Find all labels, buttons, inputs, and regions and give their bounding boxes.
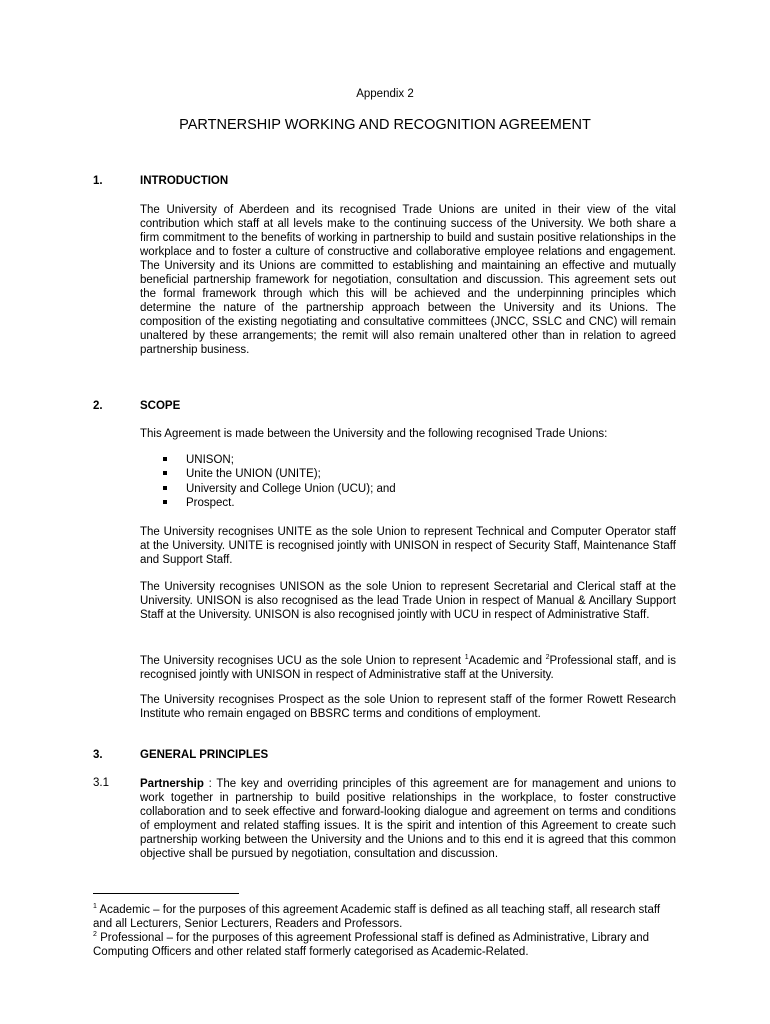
footnote-ref-1: 1 xyxy=(464,654,469,661)
union-list-item: UNISON; xyxy=(186,454,234,466)
ucu-text-a: The University recognises UCU as the sole Union to represent xyxy=(140,654,465,667)
scope-prospect-paragraph: The University recognises Prospect as the sole Union to represent staff of the former Rowett Research Institute who remain engaged on BBSRC terms and conditions of employment. xyxy=(140,694,676,720)
union-list-item: Prospect. xyxy=(186,497,235,509)
scope-lead-paragraph: This Agreement is made between the University and the following recognised Trade Unions: xyxy=(140,428,608,440)
bullet-marker xyxy=(163,454,167,466)
footnote-mark: 1 xyxy=(93,903,97,910)
scope-ucu-paragraph xyxy=(140,651,676,682)
appendix-label: Appendix 2 xyxy=(356,88,414,100)
section-number: 1. xyxy=(93,175,103,187)
bullet-marker xyxy=(163,497,167,509)
bullet-marker xyxy=(163,468,167,480)
partnership-term: Partnership xyxy=(140,778,204,790)
footnote-ref-2: 2 xyxy=(545,654,550,661)
introduction-paragraph: The University of Aberdeen and its recognised Trade Unions are united in their view of the vital contribution which staff at all levels make to the continuing success of the University. We both share a firm commitment to the benefits of working in partnership to build and sustain positive relationships in the workplace and to foster a culture of constructive and collaborative employee relations and engagement. The University and its Unions are committed to establishing and maintaining an effective and mutually beneficial partnership framework for negotiation, consultation and discussion. This agreement sets out the formal framework through which this will be achieved and the underpinning principles which determine the nature of the partnership approach between the University and its Unions. The composition of the existing negotiating and consultative committees (JNCC, SSLC and CNC) will remain unaltered by these arrangements; the remit will also remain unaltered other than in relation to agreed partnership business. xyxy=(140,204,676,356)
bullet-marker xyxy=(163,483,167,495)
document-title: PARTNERSHIP WORKING AND RECOGNITION AGREEMENT xyxy=(179,117,591,133)
ucu-text-c: Professional staff, and is recognised jointly with UNISON in respect of Administrative staff at the University. xyxy=(140,654,676,681)
subsection-number: 3.1 xyxy=(93,777,109,789)
footnote-2 xyxy=(93,928,673,959)
section-heading-introduction: INTRODUCTION xyxy=(140,175,229,187)
section-heading-principles: GENERAL PRINCIPLES xyxy=(140,749,269,761)
partnership-text: : The key and overriding principles of this agreement are for management and unions to work together in partnership to build positive relationships in the workplace, to foster constructive collaboration and to seek effective and forward-looking dialogue and agreement on terms and conditions of employment and related staffing issues. It is the spirit and intention of this Agreement to create such partnership working between the University and the Unions and to this end it is agreed that this common objective shall be pursued by negotiation, consultation and discussion. xyxy=(140,778,676,860)
union-list-item: University and College Union (UCU); and xyxy=(186,483,396,495)
scope-unison-paragraph: The University recognises UNISON as the sole Union to represent Secretarial and Clerical staff at the University. UNISON is also recognised as the lead Trade Union in respect of Manual & Ancillary Support Staff at the University. UNISON is also recognised jointly with UCU in respect of Administrative Staff. xyxy=(140,581,676,621)
footnote-text: Academic – for the purposes of this agreement Academic staff is defined as all teaching staff, all research staff and all Lecturers, Senior Lecturers, Readers and Professors. xyxy=(93,903,661,930)
section-number: 2. xyxy=(93,400,103,412)
section-heading-scope: SCOPE xyxy=(140,400,181,412)
section-number: 3. xyxy=(93,749,103,761)
ucu-text-b: Academic and xyxy=(468,654,546,667)
footnote-text: Professional – for the purposes of this agreement Professional staff is defined as Administrative, Library and Computing Officers and other related staff formerly categorised as Academic-Related. xyxy=(93,931,649,958)
union-list-item: Unite the UNION (UNITE); xyxy=(186,468,321,480)
partnership-paragraph xyxy=(140,777,676,861)
footnote-mark: 2 xyxy=(93,931,97,938)
scope-unite-paragraph: The University recognises UNITE as the sole Union to represent Technical and Computer Operator staff at the University. UNITE is recognised jointly with UNISON in respect of Security Staff, Maintenance Staff and Support Staff. xyxy=(140,526,676,566)
footnote-separator xyxy=(93,893,239,894)
footnote-1 xyxy=(93,900,673,931)
